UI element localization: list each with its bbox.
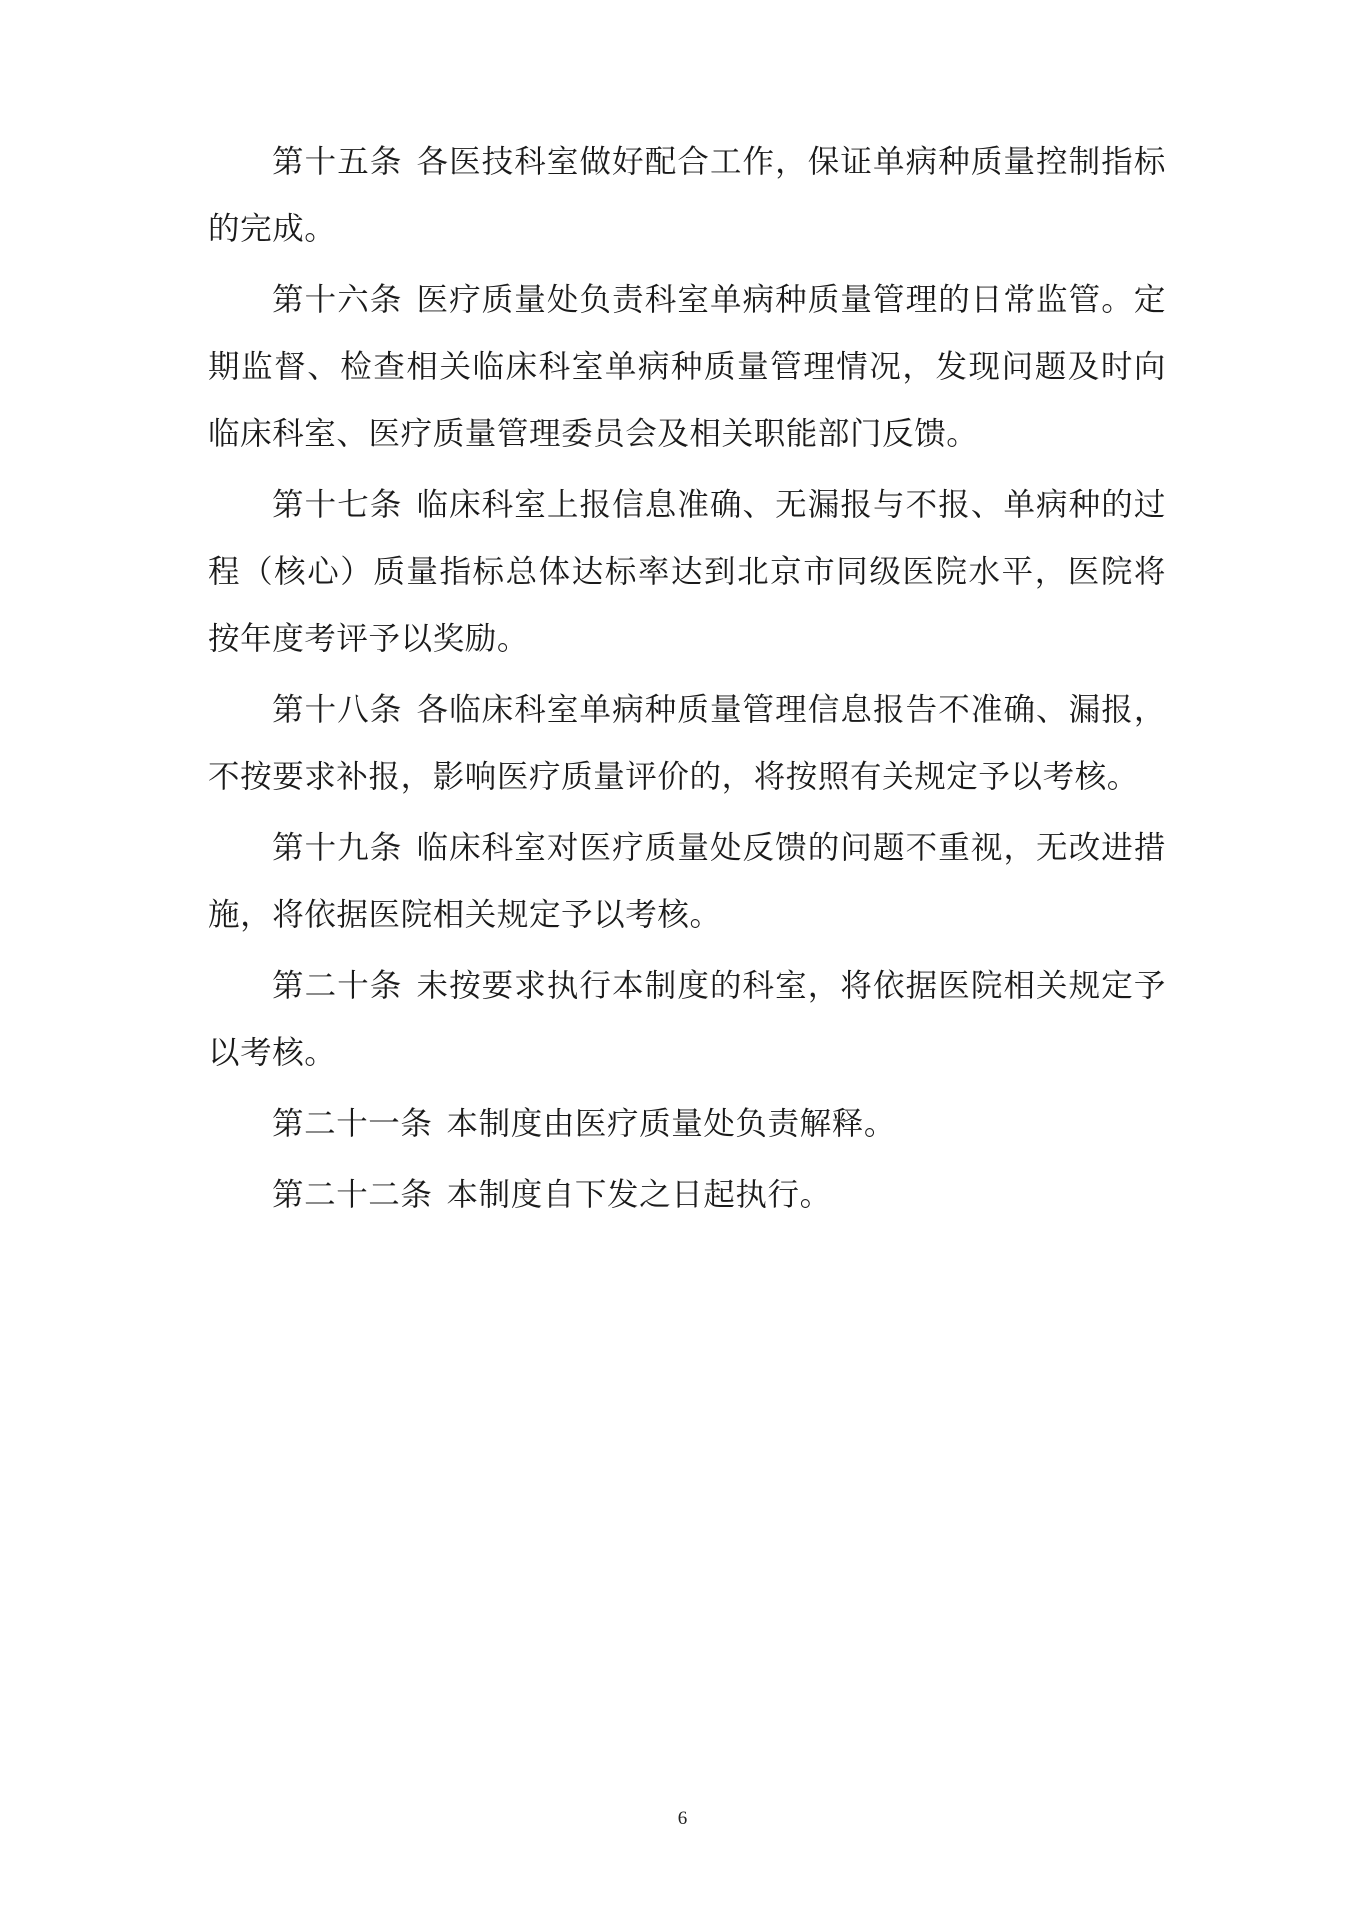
article-17 [208,472,1166,673]
article-heading: 第十五条 [272,144,403,180]
article-heading: 第二十条 [272,968,403,1004]
article-16 [208,267,1166,468]
article-heading: 第二十二条 [272,1177,433,1213]
article-18 [208,677,1166,811]
article-22 [208,1162,1166,1229]
article-19 [208,815,1166,949]
article-text: 本制度由医疗质量处负责解释。 [446,1106,896,1142]
article-text: 临床科室上报信息准确、无漏报与不报、单病种的过程（核心）质量指标总体达标率达到北京市同级医院水平，医院将按年度考评予以奖励。 [208,487,1166,657]
article-text: 临床科室对医疗质量处反馈的问题不重视，无改进措施，将依据医院相关规定予以考核。 [208,830,1166,933]
document-body [208,129,1166,1233]
article-heading: 第十七条 [272,487,403,523]
article-heading: 第十八条 [272,692,403,728]
article-text: 本制度自下发之日起执行。 [446,1177,832,1213]
article-20 [208,953,1166,1087]
article-21 [208,1091,1166,1158]
article-text: 未按要求执行本制度的科室，将依据医院相关规定予以考核。 [208,968,1166,1071]
article-text: 医疗质量处负责科室单病种质量管理的日常监管。定期监督、检查相关临床科室单病种质量管理情况，发现问题及时向临床科室、医疗质量管理委员会及相关职能部门反馈。 [208,282,1166,452]
article-15 [208,129,1166,263]
article-heading: 第十九条 [272,830,403,866]
article-text: 各医技科室做好配合工作，保证单病种质量控制指标的完成。 [208,144,1166,247]
article-heading: 第二十一条 [272,1106,433,1142]
article-heading: 第十六条 [272,282,403,318]
page-number: 6 [677,1808,688,1829]
article-text: 各临床科室单病种质量管理信息报告不准确、漏报，不按要求补报，影响医疗质量评价的，将按照有关规定予以考核。 [208,692,1166,795]
